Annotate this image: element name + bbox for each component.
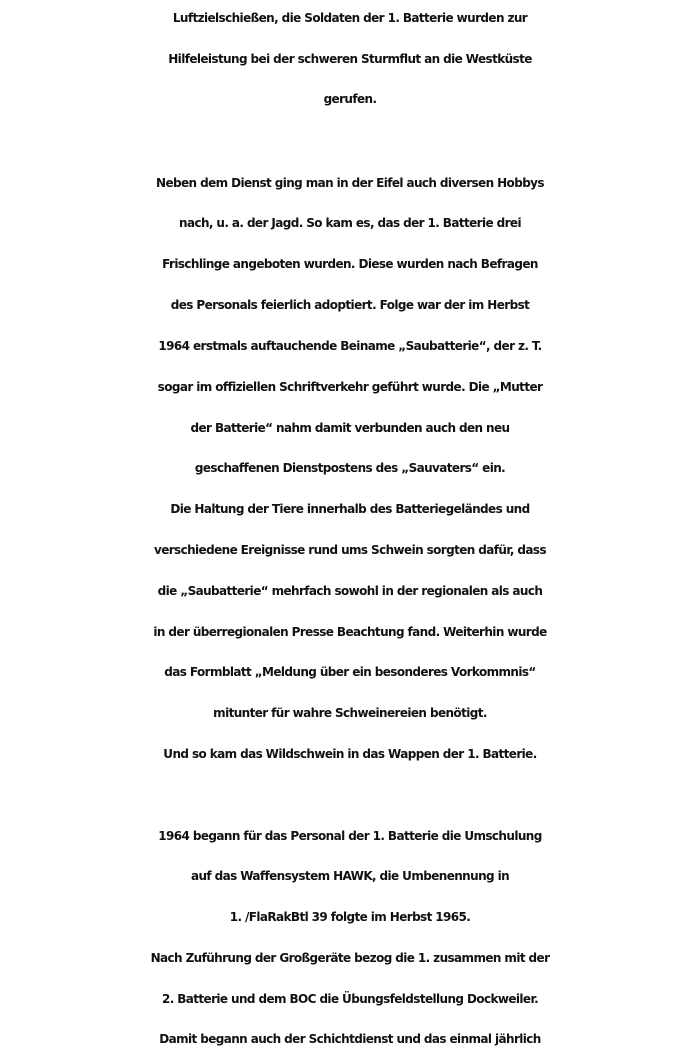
- text-line: geschaffenen Dienstpostens des „Sauvaters“ ein.: [194, 461, 506, 475]
- text-line: Luftzielschießen, die Soldaten der 1. Batterie wurden zur: [172, 11, 528, 25]
- text-line: des Personals feierlich adoptiert. Folge war der im Herbst: [170, 298, 530, 312]
- text-line: auf das Waffensystem HAWK, die Umbenennung in: [190, 869, 510, 883]
- text-line: 2. Batterie und dem BOC die Übungsfeldstellung Dockweiler.: [161, 992, 539, 1006]
- text-line: verschiedene Ereignisse rund ums Schwein sorgten dafür, dass: [153, 543, 547, 557]
- text-line: Neben dem Dienst ging man in der Eifel auch diversen Hobbys: [156, 176, 544, 190]
- text-line: 1. /FlaRakBtl 39 folgte im Herbst 1965.: [229, 910, 471, 924]
- text-line: der Batterie“ nahm damit verbunden auch den neu: [190, 421, 510, 435]
- text-line: Und so kam das Wildschwein in das Wappen der 1. Batterie.: [163, 747, 537, 761]
- text-line: die „Saubatterie“ mehrfach sowohl in der regionalen als auch: [157, 584, 543, 598]
- text-line: Hilfeleistung bei der schweren Sturmflut an die Westküste: [168, 52, 532, 66]
- text-line: mitunter für wahre Schweinereien benötigt.: [213, 706, 487, 720]
- text-line: Nach Zuführung der Großgeräte bezog die 1. zusammen mit der: [150, 951, 550, 965]
- text-line: Frischlinge angeboten wurden. Diese wurden nach Befragen: [162, 257, 538, 271]
- text-line: nach, u. a. der Jagd. So kam es, das der 1. Batterie drei: [179, 216, 521, 230]
- text-line: sogar im offiziellen Schriftverkehr geführt wurde. Die „Mutter: [157, 380, 543, 394]
- text-line: Die Haltung der Tiere innerhalb des Batteriegeländes und: [170, 502, 530, 516]
- text-line: gerufen.: [323, 92, 377, 106]
- text-line: das Formblatt „Meldung über ein besonderes Vorkommnis“: [164, 665, 536, 679]
- text-line: 1964 erstmals auftauchende Beiname „Saubatterie“, der z. T.: [158, 339, 542, 353]
- text-line: Damit begann auch der Schichtdienst und das einmal jährlich: [159, 1032, 541, 1046]
- text-line: in der überregionalen Presse Beachtung fand. Weiterhin wurde: [153, 625, 547, 639]
- text-line: 1964 begann für das Personal der 1. Batterie die Umschulung: [158, 829, 542, 843]
